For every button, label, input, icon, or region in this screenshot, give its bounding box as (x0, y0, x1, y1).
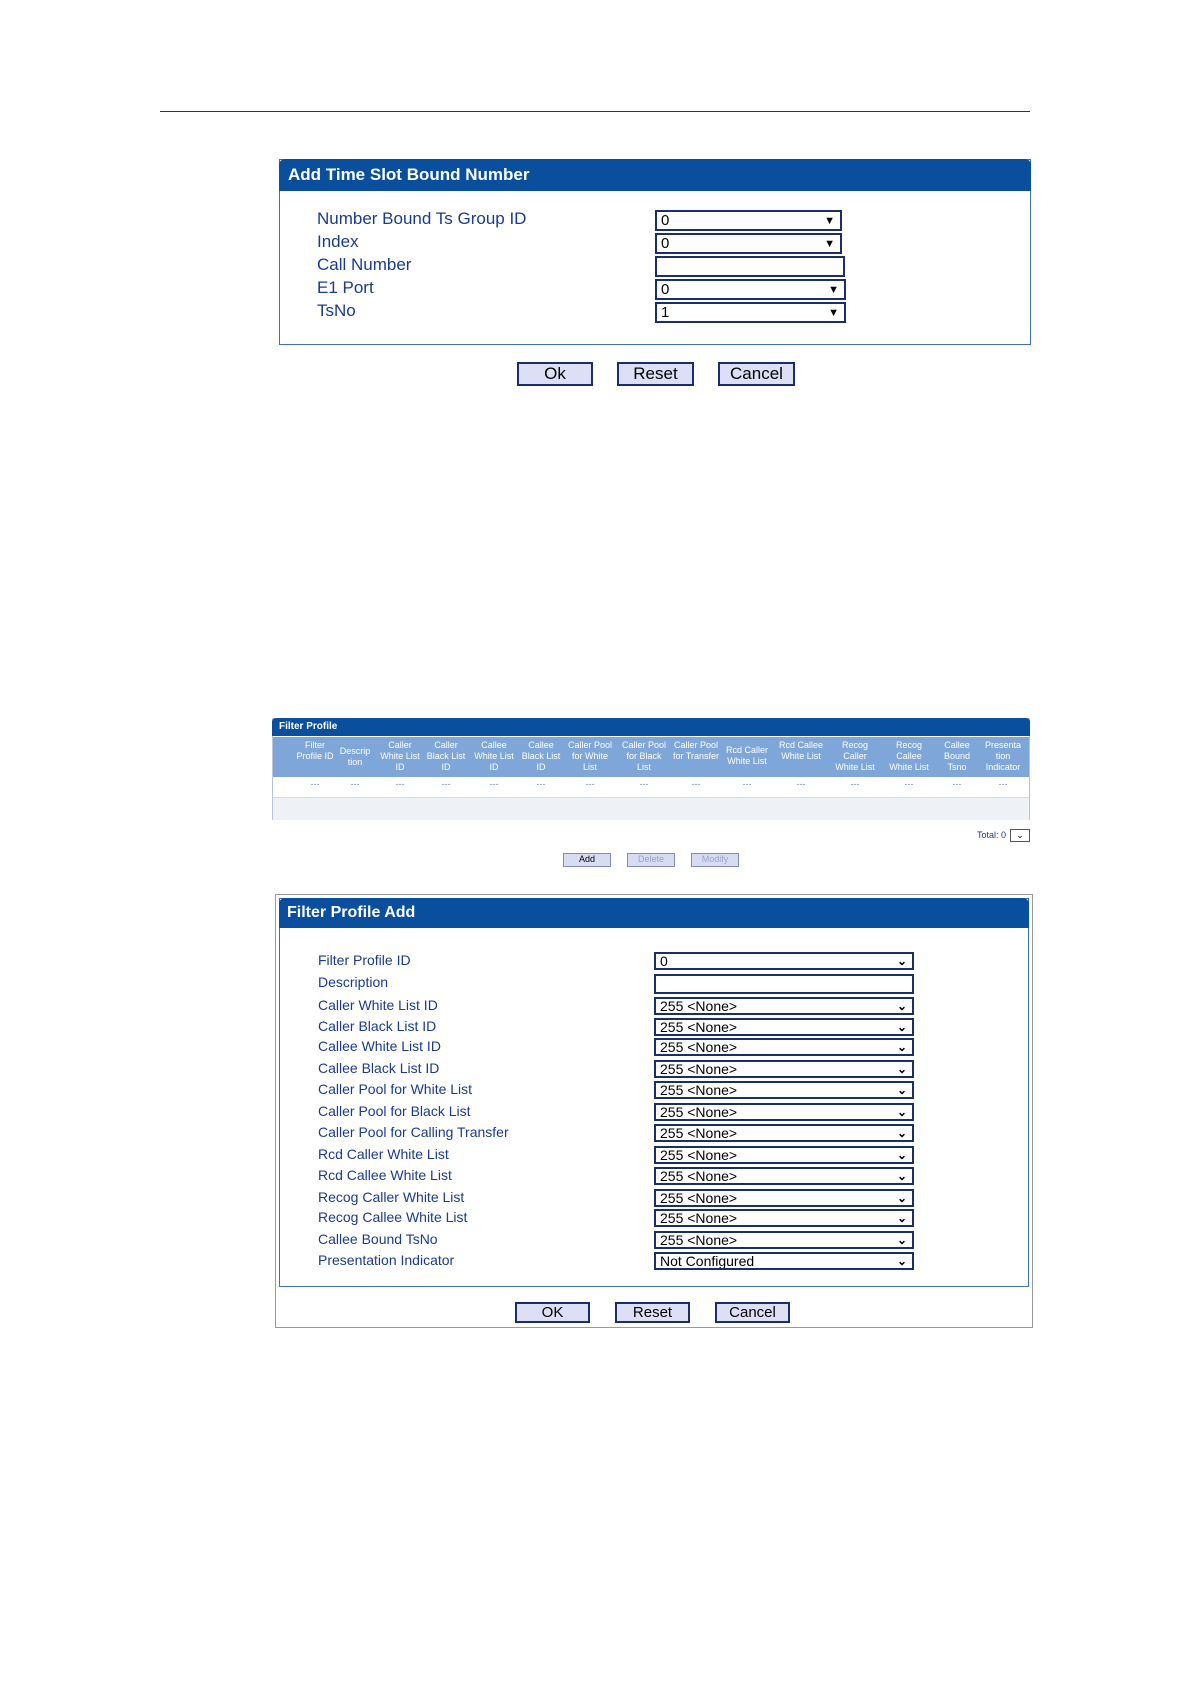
field-label: Callee White List ID (318, 1038, 441, 1054)
panel-title: Add Time Slot Bound Number (279, 159, 1031, 191)
page-header-rule (160, 111, 1030, 112)
recog-callee-white-list-select[interactable]: 255 <None> ⌄ (654, 1209, 914, 1227)
field-label: E1 Port (317, 278, 374, 297)
ok-button[interactable]: Ok (517, 362, 593, 386)
table-cell: --- (489, 779, 499, 789)
column-header: Recog Caller White List (835, 740, 875, 772)
table-cell: --- (536, 779, 546, 789)
table-footer (273, 797, 1029, 820)
dropdown-arrow-icon: ▼ (828, 284, 839, 296)
add-time-slot-bound-number-panel (279, 159, 1031, 345)
callee-bound-tsno-select[interactable]: 255 <None> ⌄ (654, 1231, 914, 1249)
reset-button[interactable]: Reset (615, 1302, 690, 1323)
chevron-down-icon: ⌄ (896, 1233, 907, 1247)
chevron-down-icon: ⌄ (896, 1211, 907, 1225)
table-cell: --- (691, 779, 701, 789)
ts-group-id-select[interactable]: 0 ▼ (655, 210, 842, 231)
reset-button[interactable]: Reset (617, 362, 694, 386)
call-number-input[interactable] (655, 256, 845, 277)
field-label: Rcd Callee White List (318, 1167, 452, 1183)
callee-black-list-id-select[interactable]: 255 <None> ⌄ (654, 1060, 914, 1078)
table-cell: --- (998, 779, 1008, 789)
table-cell: --- (850, 779, 860, 789)
table-cell: --- (639, 779, 649, 789)
ok-button[interactable]: OK (515, 1302, 590, 1323)
field-label: Caller Pool for Black List (318, 1103, 471, 1119)
column-header: Filter Profile ID (296, 740, 334, 761)
caller-pool-white-list-select[interactable]: 255 <None> ⌄ (654, 1081, 914, 1099)
chevron-down-icon: ⌄ (896, 1148, 907, 1162)
field-label: Caller Pool for Calling Transfer (318, 1124, 509, 1140)
table-cell: --- (742, 779, 752, 789)
table-title: Filter Profile (272, 718, 1030, 736)
caller-white-list-id-select[interactable]: 255 <None> ⌄ (654, 997, 914, 1015)
column-header: Callee Black List ID (521, 740, 561, 772)
cancel-button[interactable]: Cancel (718, 362, 795, 386)
filter-profile-add-panel (279, 898, 1029, 1287)
table-cell: --- (796, 779, 806, 789)
chevron-down-icon: ⌄ (896, 1191, 907, 1205)
chevron-down-icon: ⌄ (896, 1020, 907, 1034)
chevron-down-icon: ⌄ (896, 999, 907, 1013)
rcd-caller-white-list-select[interactable]: 255 <None> ⌄ (654, 1146, 914, 1164)
table-header-row (273, 737, 1029, 777)
filter-profile-table (272, 718, 1030, 820)
caller-pool-black-list-select[interactable]: 255 <None> ⌄ (654, 1103, 914, 1121)
delete-button[interactable]: Delete (627, 853, 675, 867)
column-header: Caller Black List ID (426, 740, 466, 772)
callee-white-list-id-select[interactable]: 255 <None> ⌄ (654, 1038, 914, 1056)
panel-title: Filter Profile Add (279, 898, 1029, 928)
table-cell: --- (350, 779, 360, 789)
field-label: Recog Callee White List (318, 1209, 468, 1225)
add-button[interactable]: Add (563, 853, 611, 867)
presentation-indicator-select[interactable]: Not Configured ⌄ (654, 1252, 914, 1270)
column-header: Callee White List ID (474, 740, 514, 772)
table-cell: --- (952, 779, 962, 789)
column-header: Caller Pool for Black List (621, 740, 667, 772)
chevron-down-icon: ⌄ (896, 1126, 907, 1140)
modify-button[interactable]: Modify (691, 853, 739, 867)
field-label: Callee Bound TsNo (318, 1231, 438, 1247)
field-label: Presentation Indicator (318, 1252, 455, 1268)
chevron-down-icon: ⌄ (896, 1105, 907, 1119)
chevron-down-icon: ⌄ (896, 1040, 907, 1054)
column-header: Caller Pool for Transfer (673, 740, 720, 761)
column-header: Presenta tion Indicator (984, 740, 1022, 772)
table-cell: --- (585, 779, 595, 789)
e1-port-select[interactable]: 0 ▼ (655, 279, 846, 300)
dropdown-arrow-icon: ▼ (824, 215, 835, 227)
table-cell: --- (904, 779, 914, 789)
column-header: Caller White List ID (380, 740, 420, 772)
column-header: Caller Pool for White List (567, 740, 613, 772)
cancel-button[interactable]: Cancel (715, 1302, 790, 1323)
dropdown-arrow-icon: ▼ (824, 238, 835, 250)
chevron-down-icon: ⌄ (896, 1169, 907, 1183)
chevron-down-icon: ⌄ (1016, 830, 1024, 840)
page-select[interactable] (1010, 829, 1030, 842)
field-label: Callee Black List ID (318, 1060, 440, 1076)
caller-pool-calling-transfer-select[interactable]: 255 <None> ⌄ (654, 1124, 914, 1142)
total-count: Total: 0 (977, 830, 1007, 840)
caller-black-list-id-select[interactable]: 255 <None> ⌄ (654, 1018, 914, 1036)
field-label: Recog Caller White List (318, 1189, 465, 1205)
field-label: Caller White List ID (318, 997, 438, 1013)
field-label: Caller Pool for White List (318, 1081, 473, 1097)
filter-profile-id-select[interactable]: 0 ⌄ (654, 952, 914, 970)
field-label: Number Bound Ts Group ID (317, 209, 527, 228)
dropdown-arrow-icon: ▼ (828, 307, 839, 319)
column-header: Callee Bound Tsno (943, 740, 971, 772)
table-row (273, 777, 1029, 797)
field-label: Caller Black List ID (318, 1018, 437, 1034)
chevron-down-icon: ⌄ (896, 1062, 907, 1076)
field-label: Description (318, 974, 389, 990)
index-select[interactable]: 0 ▼ (655, 233, 842, 254)
table-cell: --- (441, 779, 451, 789)
field-label: Call Number (317, 255, 412, 274)
field-label: TsNo (317, 301, 356, 320)
chevron-down-icon: ⌄ (896, 1254, 907, 1268)
rcd-callee-white-list-select[interactable]: 255 <None> ⌄ (654, 1167, 914, 1185)
recog-caller-white-list-select[interactable]: 255 <None> ⌄ (654, 1189, 914, 1207)
field-label: Filter Profile ID (318, 952, 411, 968)
chevron-down-icon: ⌄ (896, 1083, 907, 1097)
column-header: Rcd Callee White List (778, 740, 824, 761)
column-header: Descrip tion (339, 746, 371, 767)
field-label: Rcd Caller White List (318, 1146, 449, 1162)
table-cell: --- (395, 779, 405, 789)
column-header: Recog Callee White List (889, 740, 929, 772)
column-header: Rcd Caller White List (725, 745, 768, 766)
tsno-select[interactable]: 1 ▼ (655, 302, 846, 323)
field-label: Index (317, 232, 359, 251)
table-cell: --- (310, 779, 320, 789)
chevron-down-icon: ⌄ (896, 954, 907, 968)
description-input[interactable] (654, 974, 914, 994)
